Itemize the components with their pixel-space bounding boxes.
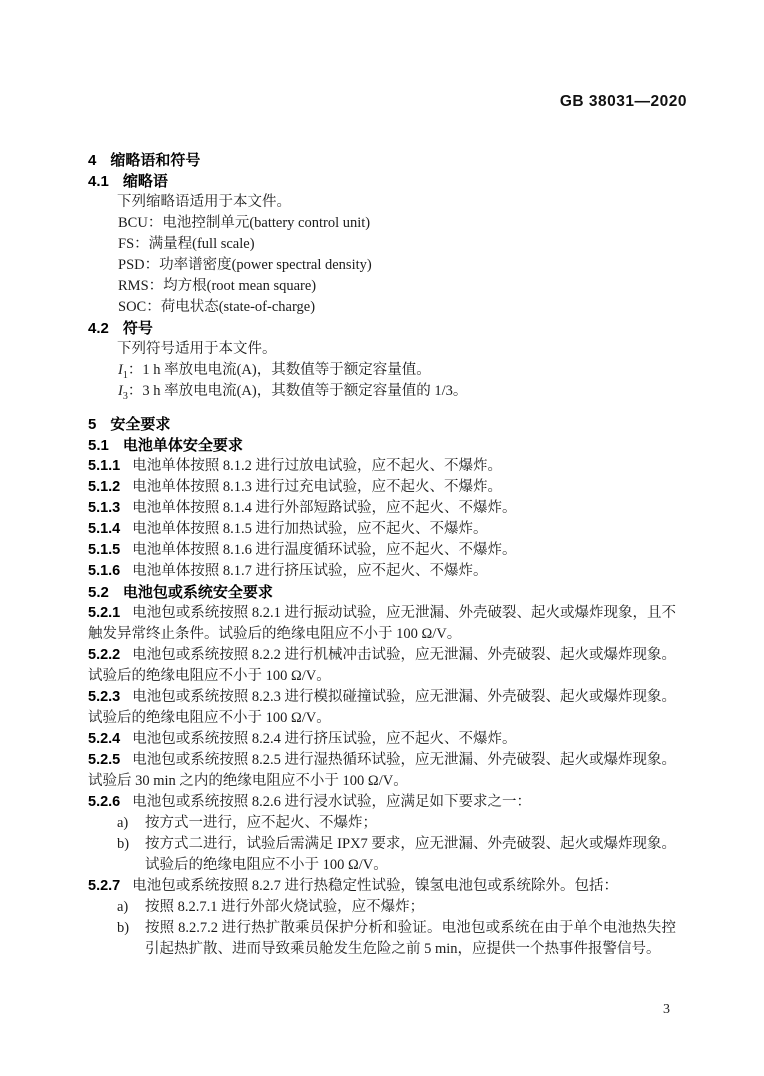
list-item-5-2-7-b bbox=[117, 918, 676, 960]
paragraph-abbr-intro: 下列缩略语适用于本文件。 bbox=[117, 194, 291, 210]
abbr-line-fs: FS：满量程(full scale) bbox=[118, 236, 255, 252]
clause-number: 5.1.5 bbox=[88, 542, 121, 558]
list-item-text: 按方式二进行，试验后需满足 IPX7 要求，应无泄漏、外壳破裂、起火或爆炸现象。试验后的绝缘电阻应不小于 100 Ω/V。 bbox=[145, 836, 676, 873]
symbol-description: ：1 h 率放电电流(A)，其数值等于额定容量值。 bbox=[127, 362, 431, 378]
subclause-number: 5.2 bbox=[88, 584, 109, 601]
clause-text: 电池包或系统按照 8.2.2 进行机械冲击试验，应无泄漏、外壳破裂、起火或爆炸现象。试验后的绝缘电阻应不小于 100 Ω/V。 bbox=[88, 647, 676, 684]
clause-text: 电池单体按照 8.1.2 进行过放电试验，应不起火、不爆炸。 bbox=[132, 458, 502, 474]
clause-number: 5.1.2 bbox=[88, 479, 121, 495]
clause-text: 电池单体按照 8.1.5 进行加热试验，应不起火、不爆炸。 bbox=[132, 521, 488, 537]
clause-number: 5.1.4 bbox=[88, 521, 121, 537]
clause-text: 电池包或系统按照 8.2.5 进行湿热循环试验，应无泄漏、外壳破裂、起火或爆炸现象。试验后 30 min 之内的绝缘电阻应不小于 100 Ω/V。 bbox=[88, 752, 676, 789]
clause-number: 5.2.5 bbox=[88, 752, 121, 768]
clause-text: 电池单体按照 8.1.7 进行挤压试验，应不起火、不爆炸。 bbox=[132, 563, 488, 579]
symbol-line-i1 bbox=[118, 360, 676, 381]
clause-5-2-5 bbox=[88, 750, 676, 792]
clause-5-2-2 bbox=[88, 645, 676, 687]
symbol-line-i3 bbox=[118, 381, 676, 402]
clause-text: 电池包或系统按照 8.2.7 进行热稳定性试验，镍氢电池包或系统除外。包括： bbox=[132, 878, 618, 894]
clause-5-2-6 bbox=[88, 792, 676, 813]
clause-5-2-4 bbox=[88, 729, 676, 750]
list-item-label: a) bbox=[117, 815, 129, 831]
list-item-5-2-6-a bbox=[117, 813, 676, 834]
list-item-label: b) bbox=[117, 920, 130, 936]
subclause-4-2-heading bbox=[88, 318, 676, 339]
list-item-text: 按照 8.2.7.2 进行热扩散乘员保护分析和验证。电池包或系统在由于单个电池热失控引起热扩散、进而导致乘员舱发生危险之前 5 min，应提供一个热事件报警信号。 bbox=[145, 920, 676, 957]
list-item-label: b) bbox=[117, 836, 130, 852]
document-content bbox=[88, 150, 676, 960]
clause-5-1-3 bbox=[88, 498, 676, 519]
subclause-title: 电池单体安全要求 bbox=[122, 437, 243, 454]
clause-number: 5 bbox=[88, 416, 97, 433]
symbol-letter: I bbox=[118, 383, 123, 399]
clause-number: 5.1.3 bbox=[88, 500, 121, 516]
clause-4-heading bbox=[88, 150, 676, 171]
symbol-subscript: 1 bbox=[122, 369, 128, 381]
subclause-number: 5.1 bbox=[88, 437, 109, 454]
subclause-title: 符号 bbox=[122, 320, 153, 337]
symbol-letter: I bbox=[118, 362, 123, 378]
clause-5-2-3 bbox=[88, 687, 676, 729]
abbr-line-soc: SOC：荷电状态(state-of-charge) bbox=[118, 299, 316, 315]
clause-number: 5.2.7 bbox=[88, 878, 121, 894]
clause-5-2-1 bbox=[88, 603, 676, 645]
subclause-5-1-heading bbox=[88, 435, 676, 456]
subclause-4-1-heading bbox=[88, 171, 676, 192]
list-item-text: 按照 8.2.7.1 进行外部火烧试验，应不爆炸； bbox=[145, 899, 425, 915]
clause-number: 5.2.1 bbox=[88, 605, 121, 621]
symbol-description: ：3 h 率放电电流(A)，其数值等于额定容量值的 1/3。 bbox=[127, 383, 468, 399]
list-item-5-2-7-a bbox=[117, 897, 676, 918]
paragraph-symbol-intro: 下列符号适用于本文件。 bbox=[117, 341, 277, 357]
abbr-line-bcu: BCU：电池控制单元(battery control unit) bbox=[118, 215, 371, 231]
clause-text: 电池包或系统按照 8.2.1 进行振动试验，应无泄漏、外壳破裂、起火或爆炸现象，且不触发异常终止条件。试验后的绝缘电阻应不小于 100 Ω/V。 bbox=[88, 605, 676, 642]
clause-title: 缩略语和符号 bbox=[110, 152, 201, 169]
clause-5-2-7 bbox=[88, 876, 676, 897]
clause-text: 电池单体按照 8.1.6 进行温度循环试验，应不起火、不爆炸。 bbox=[132, 542, 517, 558]
clause-text: 电池包或系统按照 8.2.6 进行浸水试验，应满足如下要求之一： bbox=[132, 794, 531, 810]
clause-5-1-5 bbox=[88, 540, 676, 561]
clause-5-1-6 bbox=[88, 561, 676, 582]
page-number: 3 bbox=[663, 1002, 670, 1017]
clause-5-1-1 bbox=[88, 456, 676, 477]
clause-5-1-4 bbox=[88, 519, 676, 540]
clause-number: 4 bbox=[88, 152, 97, 169]
clause-text: 电池包或系统按照 8.2.3 进行模拟碰撞试验，应无泄漏、外壳破裂、起火或爆炸现象。试验后的绝缘电阻应不小于 100 Ω/V。 bbox=[88, 689, 676, 726]
clause-text: 电池包或系统按照 8.2.4 进行挤压试验，应不起火、不爆炸。 bbox=[132, 731, 517, 747]
clause-text: 电池单体按照 8.1.3 进行过充电试验，应不起火、不爆炸。 bbox=[132, 479, 502, 495]
clause-number: 5.2.2 bbox=[88, 647, 121, 663]
subclause-5-2-heading bbox=[88, 582, 676, 603]
symbol-subscript: 3 bbox=[122, 390, 128, 402]
clause-number: 5.2.3 bbox=[88, 689, 121, 705]
subclause-number: 4.1 bbox=[88, 173, 109, 190]
clause-number: 5.1.1 bbox=[88, 458, 121, 474]
list-item-text: 按方式一进行，应不起火、不爆炸； bbox=[145, 815, 377, 831]
clause-number: 5.1.6 bbox=[88, 563, 121, 579]
clause-title: 安全要求 bbox=[110, 416, 171, 433]
clause-5-1-2 bbox=[88, 477, 676, 498]
abbr-line-rms: RMS：均方根(root mean square) bbox=[118, 278, 317, 294]
clause-number: 5.2.4 bbox=[88, 731, 121, 747]
abbr-line-psd: PSD：功率谱密度(power spectral density) bbox=[118, 257, 372, 273]
standard-number-header: GB 38031—2020 bbox=[559, 93, 687, 110]
clause-number: 5.2.6 bbox=[88, 794, 121, 810]
subclause-title: 电池包或系统安全要求 bbox=[122, 584, 273, 601]
clause-text: 电池单体按照 8.1.4 进行外部短路试验，应不起火、不爆炸。 bbox=[132, 500, 517, 516]
clause-5-heading bbox=[88, 414, 676, 435]
list-item-5-2-6-b bbox=[117, 834, 676, 876]
subclause-number: 4.2 bbox=[88, 320, 109, 337]
list-item-label: a) bbox=[117, 899, 129, 915]
subclause-title: 缩略语 bbox=[122, 173, 168, 190]
